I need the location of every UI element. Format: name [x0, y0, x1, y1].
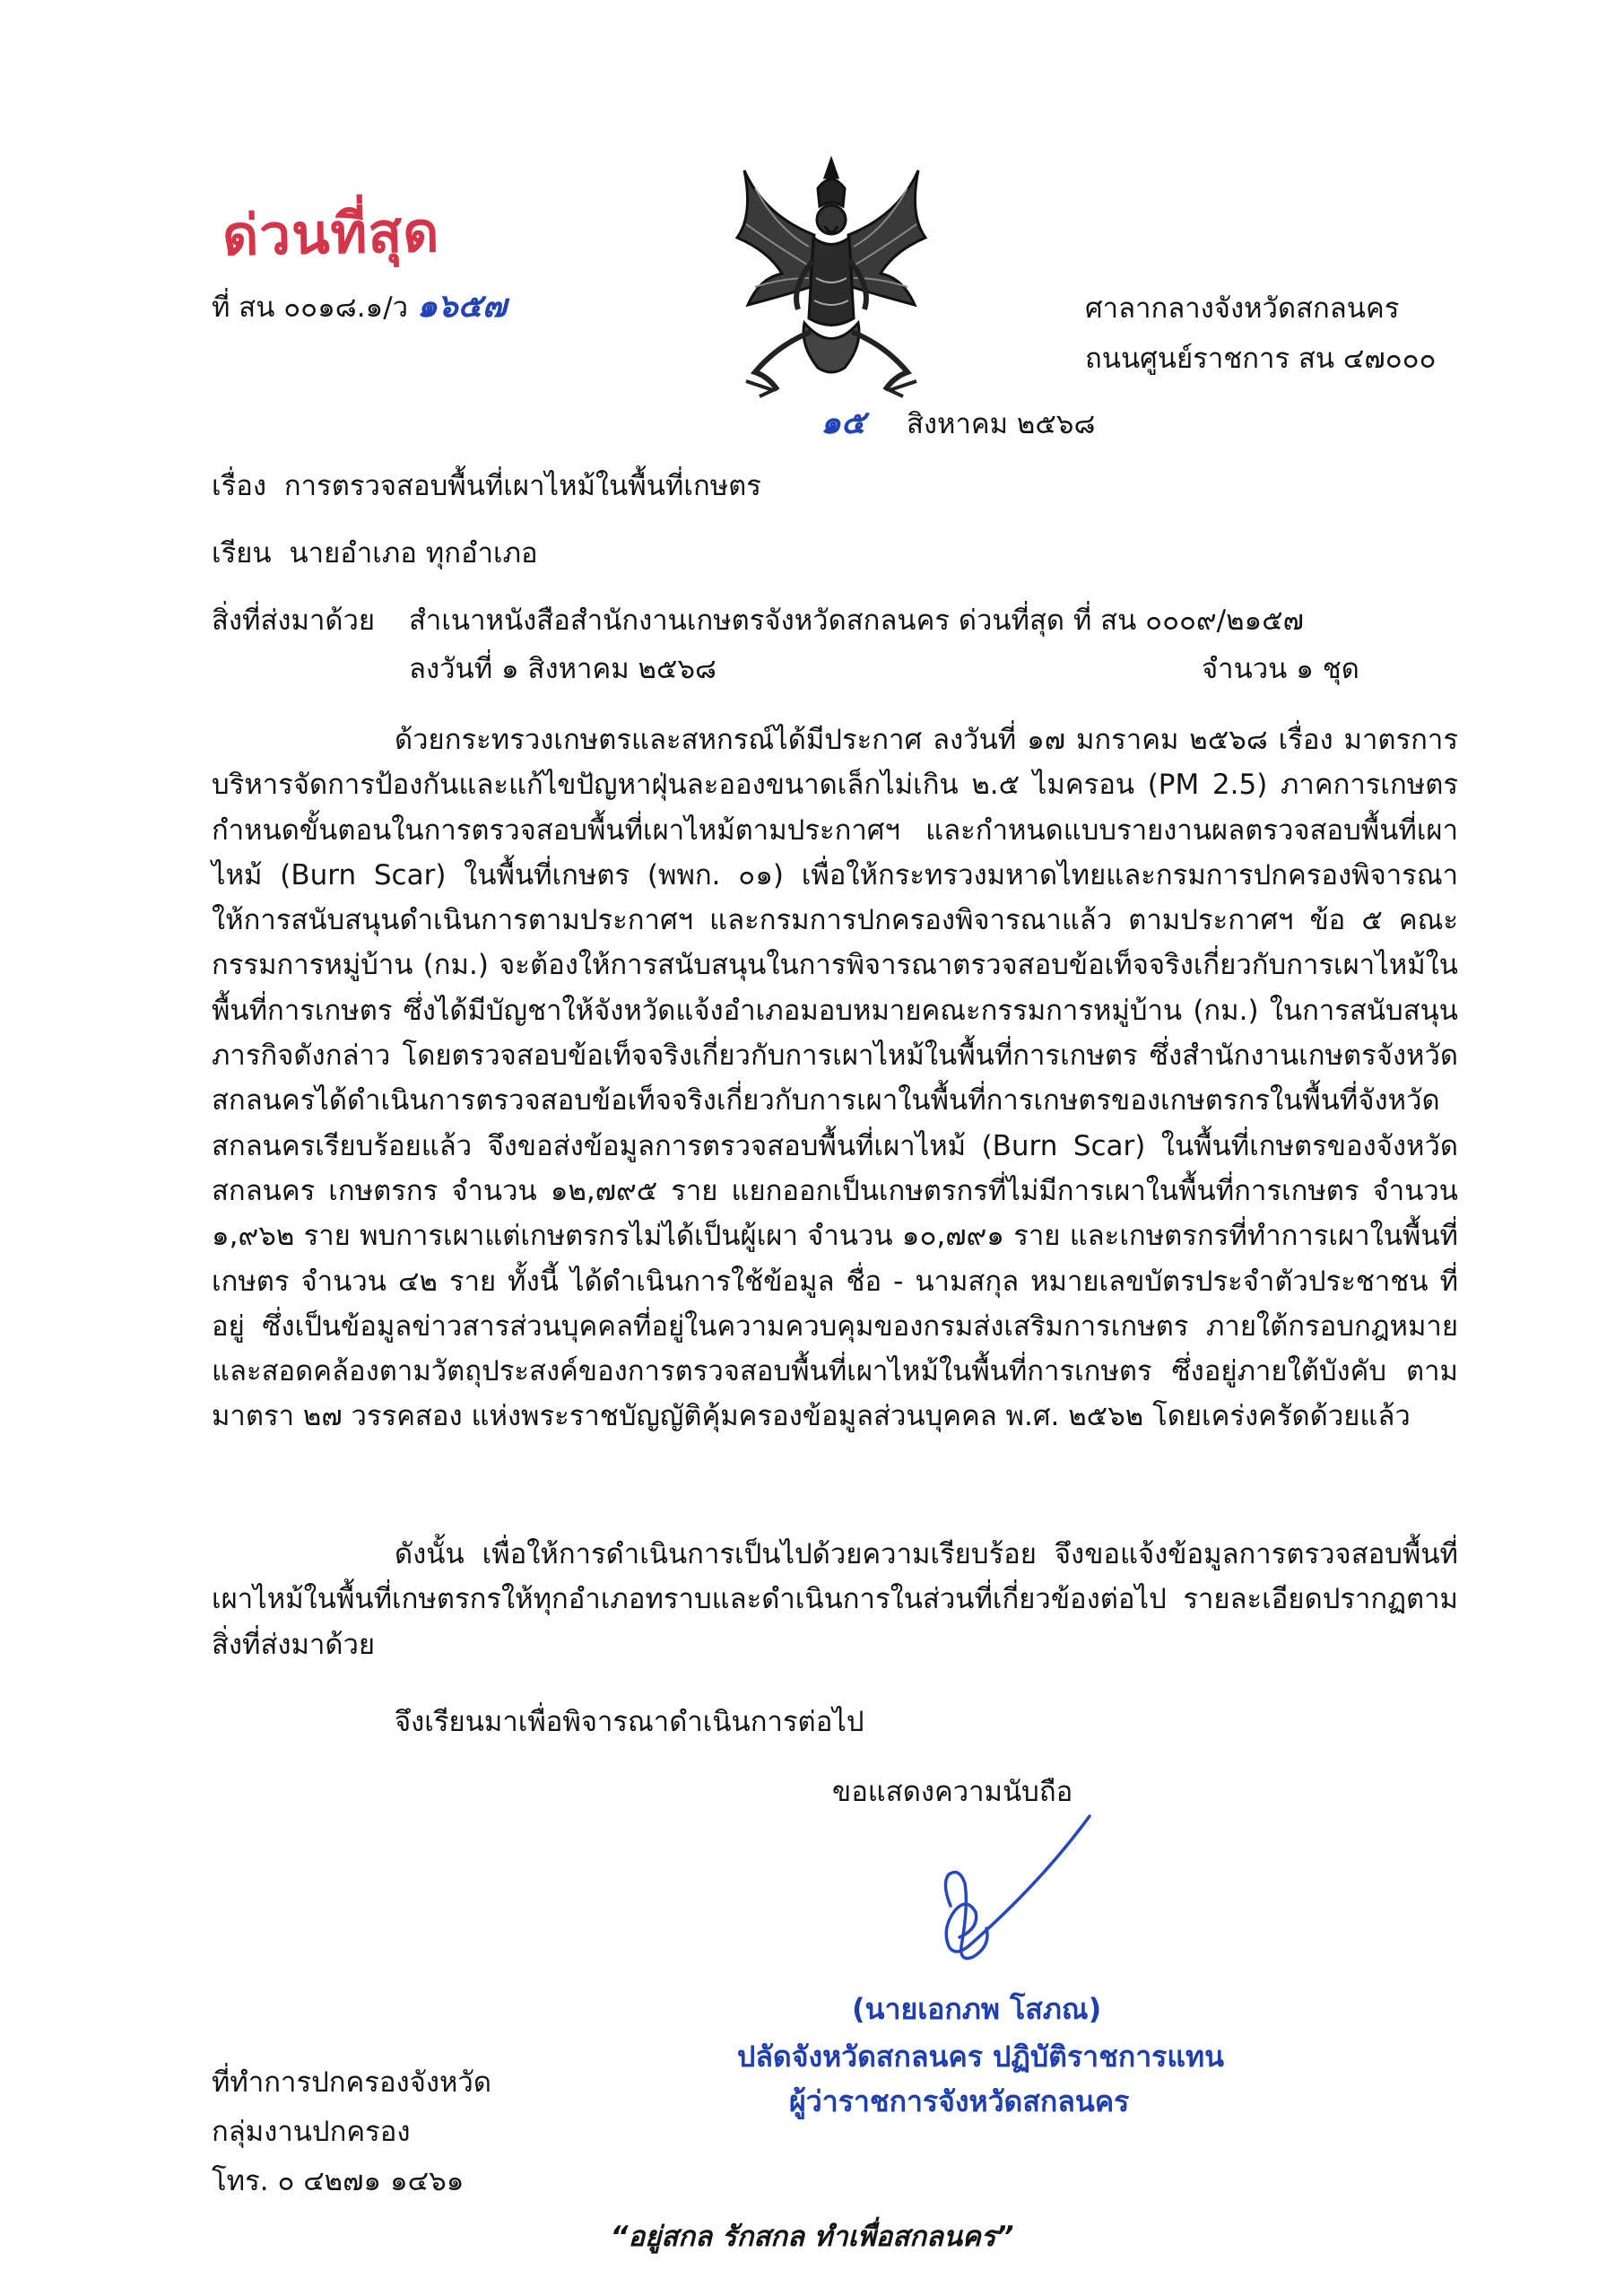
handwritten-signature-icon [906, 1812, 1103, 1973]
signatory-position-line1: ปลัดจังหวัดสกลนคร ปฏิบัติราชการแทน [737, 2039, 1224, 2074]
closing-request: จึงเรียนมาเพื่อพิจารณาดำเนินการต่อไป [395, 1706, 864, 1738]
contact-division: กลุ่มงานปกครอง [212, 2116, 411, 2148]
urgent-stamp: ด่วนที่สุด [221, 198, 441, 269]
reference-handwritten-number: ๑๖๕๗ [416, 288, 507, 325]
body-paragraph-2: ดังนั้น เพื่อให้การดำเนินการเป็นไปด้วยความเรียบร้อย จึงขอแจ้งข้อมูลการตรวจสอบพื้นที่เผาไหม้ในพื้นที่เกษตรกรให้ทุกอำเภอทราบและดำเนินการในส่วนที่เกี่ยวข้องต่อไป รายละเอียดปรากฏตามสิ่งที่ส่งมาด้วย [212, 1538, 1458, 1661]
reference-number [212, 287, 507, 327]
enclosure-line1: สำเนาหนังสือสำนักงานเกษตรจังหวัดสกลนคร ด่วนที่สุด ที่ สน ๐๐๐๙/๒๑๕๗ [409, 604, 1304, 637]
contact-phone: โทร. ๐ ๔๒๗๑ ๑๔๖๑ [212, 2165, 465, 2197]
garuda-emblem-icon [728, 152, 934, 404]
recipient-line [212, 534, 538, 573]
subject-label: เรื่อง [212, 470, 267, 502]
subject-text: การตรวจสอบพื้นที่เผาไหม้ในพื้นที่เกษตร [283, 470, 761, 502]
date-handwritten-day: ๑๕ [821, 404, 866, 441]
sender-address-line1: ศาลากลางจังหวัดสกลนคร [1085, 292, 1400, 325]
signature-salutation: ขอแสดงความนับถือ [832, 1776, 1073, 1808]
recipient-text: นายอำเภอ ทุกอำเภอ [289, 537, 538, 570]
recipient-label: เรียน [212, 537, 272, 570]
sender-address-line2: ถนนศูนย์ราชการ สน ๔๗๐๐๐ [1085, 343, 1437, 375]
date-month-year: สิงหาคม ๒๕๖๘ [906, 408, 1096, 440]
body-paragraph-1: ด้วยกระทรวงเกษตรและสหกรณ์ได้มีประกาศ ลงวันที่ ๑๗ มกราคม ๒๕๖๘ เรื่อง มาตรการบริหารจัดการป้องกันและแก้ไขปัญหาฝุ่นละอองขนาดเล็กไม่เกิน ๒.๕ ไมครอน (PM 2.5) ภาคการเกษตร กำหนดขั้นตอนในการตรวจสอบพื้นที่เผาไหม้ตามประกาศฯ และกำหนดแบบรายงานผลตรวจสอบพื้นที่เผาไหม้ (Burn Scar) ในพื้นที่เกษตร (พพก. ๐๑) เพื่อให้กระทรวงมหาดไทยและกรมการปกครองพิจารณาให้การสนับสนุนดำเนินการตามประกาศฯ และกรมการปกครองพิจารณาแล้ว ตามประกาศฯ ข้อ ๕ คณะกรรมการหมู่บ้าน (กม.) จะต้องให้การสนับสนุนในการพิจารณาตรวจสอบข้อเท็จจริงเกี่ยวกับการเผาไหม้ในพื้นที่การเกษตร ซึ่งได้มีบัญชาให้จังหวัดแจ้งอำเภอมอบหมายคณะกรรมการหมู่บ้าน (กม.) ในการสนับสนุนภารกิจดังกล่าว โดยตรวจสอบข้อเท็จจริงเกี่ยวกับการเผาไหม้ในพื้นที่การเกษตร ซึ่งสำนักงานเกษตรจังหวัดสกลนครได้ดำเนินการตรวจสอบข้อเท็จจริงเกี่ยวกับการเผาในพื้นที่การเกษตรของเกษตรกรในพื้นที่จังหวัดสกลนครเรียบร้อยแล้ว จึงขอส่งข้อมูลการตรวจสอบพื้นที่เผาไหม้ (Burn Scar) ในพื้นที่เกษตรของจังหวัดสกลนคร เกษตรกร จำนวน ๑๒,๗๙๕ ราย แยกออกเป็นเกษตรกรที่ไม่มีการเผาในพื้นที่การเกษตร จำนวน ๑,๙๖๒ ราย พบการเผาแต่เกษตรกรไม่ได้เป็นผู้เผา จำนวน ๑๐,๗๙๑ ราย และเกษตรกรที่ทำการเผาในพื้นที่เกษตร จำนวน ๔๒ ราย ทั้งนี้ ได้ดำเนินการใช้ข้อมูล ชื่อ - นามสกุล หมายเลขบัตรประจำตัวประชาชน ที่อยู่ ซึ่งเป็นข้อมูลข่าวสารส่วนบุคคลที่อยู่ในความควบคุมของกรมส่งเสริมการเกษตร ภายใต้กรอบกฎหมาย และสอดคล้องตามวัตถุประสงค์ของการตรวจสอบพื้นที่เผาไหม้ในพื้นที่การเกษตร ซึ่งอยู่ภายใต้บังคับ ตามมาตรา ๒๗ วรรคสอง แห่งพระราชบัญญัติคุ้มครองข้อมูลส่วนบุคคล พ.ศ. ๒๕๖๒ โดยเคร่งครัดด้วยแล้ว [212, 724, 1458, 1433]
contact-office: ที่ทำการปกครองจังหวัด [212, 2066, 491, 2099]
enclosure-label: สิ่งที่ส่งมาด้วย [212, 604, 376, 637]
signatory-position-line2: ผู้ว่าราชการจังหวัดสกลนคร [789, 2084, 1130, 2118]
reference-prefix: ที่ สน ๐๐๑๘.๑/ว [212, 291, 409, 324]
letter-date [821, 404, 1095, 444]
footer-motto: “อยู่สกล รักสกล ทำเพื่อสกลนคร” [610, 2221, 1014, 2253]
enclosure-line2: ลงวันที่ ๑ สิงหาคม ๒๕๖๘ [409, 653, 716, 685]
subject-line [212, 466, 761, 506]
enclosure-quantity: จำนวน ๑ ชุด [1202, 653, 1359, 685]
signatory-name: (นายเอกภพ โสภณ) [852, 1992, 1102, 2026]
